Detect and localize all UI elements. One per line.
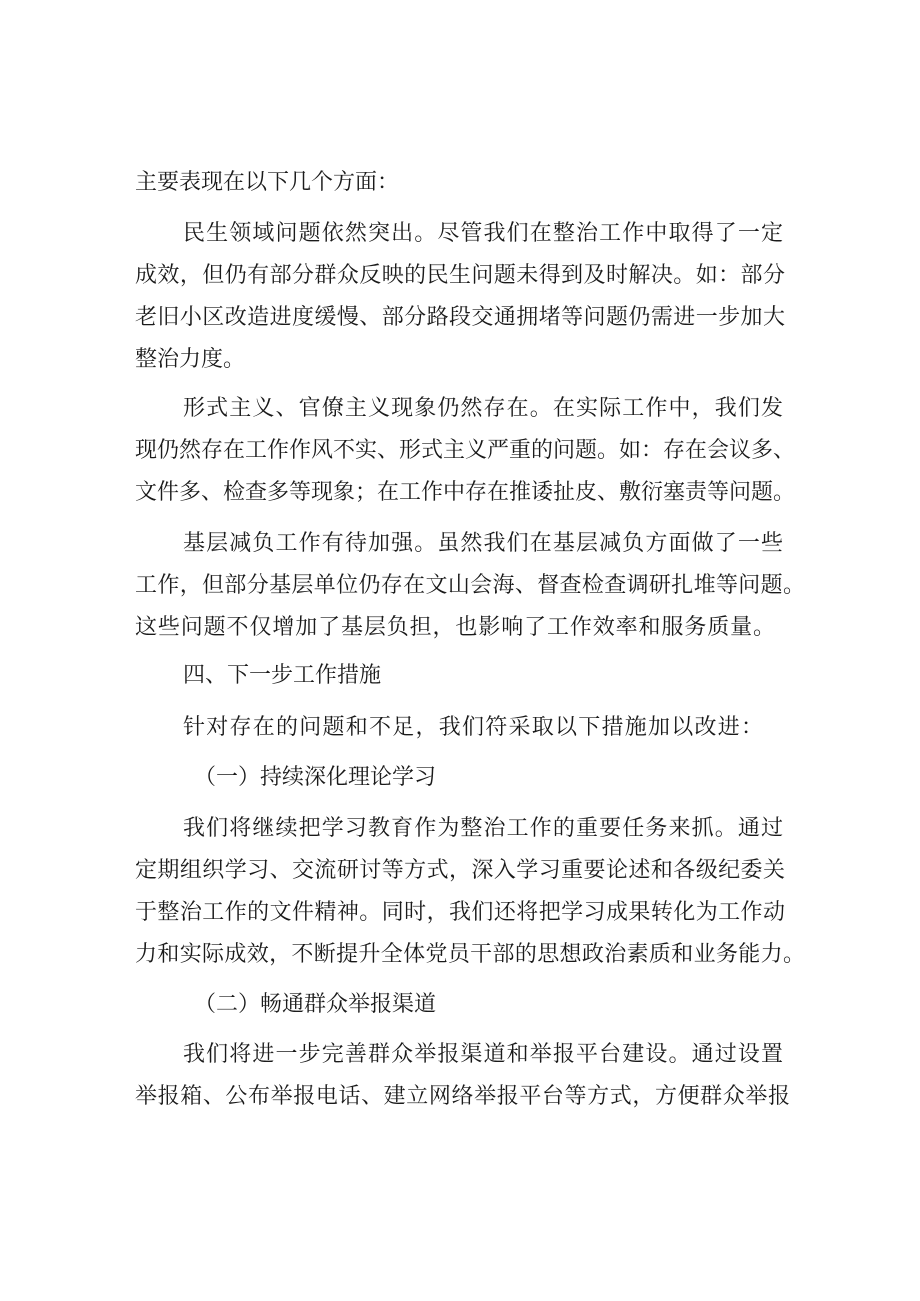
line-text: 我们将进一步完善群众举报渠道和举报平台建设。通过设置	[183, 1042, 783, 1067]
line-text: 我们将继续把学习教育作为整治工作的重要任务来抓。通过	[183, 816, 783, 841]
subsection-heading-text: （一）持续深化理论学习	[194, 765, 437, 790]
line-text: 民生领域问题依然突出。尽管我们在整治工作中取得了一定	[183, 221, 783, 246]
section-heading	[0, 656, 920, 696]
line-text: 这些问题不仅增加了基层负担，也影响了工作效率和服务质量。	[135, 615, 775, 640]
line-text: 定期组织学习、交流研讨等方式，深入学习重要论述和各级纪委关	[135, 858, 785, 883]
text-line	[0, 340, 920, 380]
line-text: 成效，但仍有部分群众反映的民生问题未得到及时解决。如：部分	[135, 263, 785, 288]
subsection-heading	[0, 758, 920, 798]
text-line	[0, 1077, 920, 1117]
paragraph-first-line	[0, 1035, 920, 1075]
text-line	[0, 608, 920, 648]
line-text: 举报箱、公布举报电话、建立网络举报平台等方式，方便群众举报	[135, 1084, 790, 1109]
subsection-heading	[0, 985, 920, 1025]
text-line	[0, 431, 920, 471]
line-text: 于整治工作的文件精神。同时，我们还将把学习成果转化为工作动	[135, 900, 785, 925]
paragraph-first-line	[0, 214, 920, 254]
text-line	[0, 163, 920, 203]
line-text: 现仍然存在工作作风不实、形式主义严重的问题。如：存在会议多、	[135, 438, 796, 463]
paragraph-first-line	[0, 524, 920, 564]
line-text: 整治力度。	[135, 347, 246, 372]
line-text: 文件多、检查多等现象；在工作中存在推诿扯皮、敷衍塞责等问题。	[135, 480, 796, 505]
section-heading-text: 四、下一步工作措施	[183, 663, 382, 688]
text-line	[0, 935, 920, 975]
subsection-heading-text: （二）畅通群众举报渠道	[194, 992, 437, 1017]
text-line	[0, 566, 920, 606]
text-line	[0, 851, 920, 891]
line-text: 工作，但部分基层单位仍存在文山会海、督查检查调研扎堆等问题。	[135, 573, 805, 598]
text-line	[0, 893, 920, 933]
line-text: 形式主义、官僚主义现象仍然存在。在实际工作中，我们发	[183, 396, 783, 421]
line-text: 基层减负工作有待加强。虽然我们在基层减负方面做了一些	[183, 531, 783, 556]
paragraph-first-line	[0, 708, 920, 748]
text-line	[0, 256, 920, 296]
text-line	[0, 298, 920, 338]
text-line	[0, 473, 920, 513]
line-text: 针对存在的问题和不足，我们符采取以下措施加以改进：	[183, 715, 763, 740]
line-text: 力和实际成效，不断提升全体党员干部的思想政治素质和业务能力。	[135, 942, 805, 967]
line-text: 老旧小区改造进度缓慢、部分路段交通拥堵等问题仍需进一步加大	[135, 305, 785, 330]
paragraph-first-line	[0, 809, 920, 849]
line-text: 主要表现在以下几个方面：	[135, 170, 400, 195]
paragraph-first-line	[0, 389, 920, 429]
